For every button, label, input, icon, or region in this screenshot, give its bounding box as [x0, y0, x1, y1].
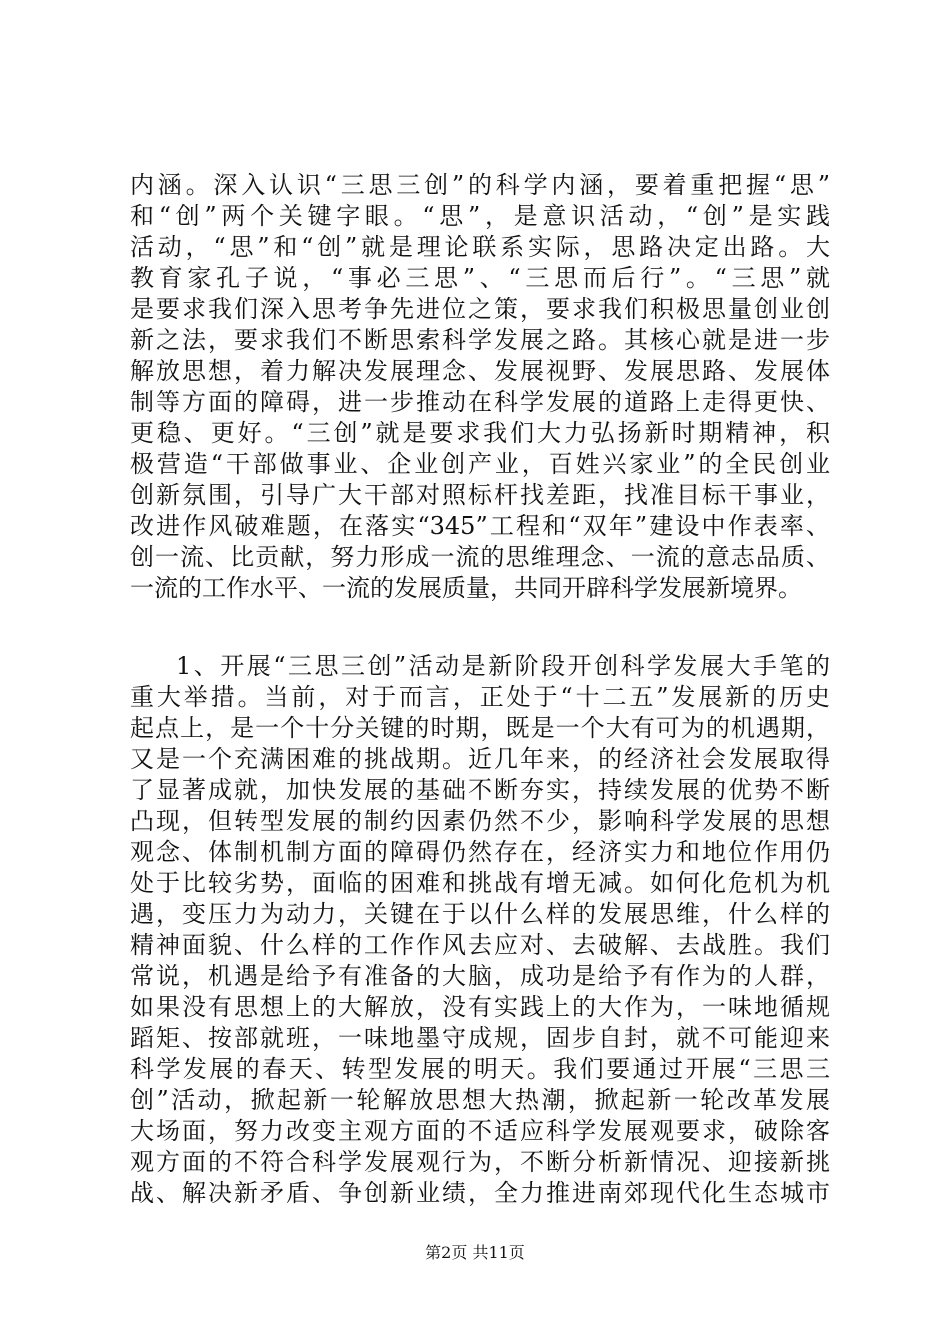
text-line: 教育家孔子说，“事必三思”、“三思而后行”。“三思”就 [130, 264, 830, 292]
text-line: 起点上，是一个十分关键的时期，既是一个大有可为的机遇期， [130, 714, 830, 742]
text-line: 极营造“干部做事业、企业创产业，百姓兴家业”的全民创业 [130, 450, 830, 478]
text-line: 了显著成就，加快发展的基础不断夯实，持续发展的优势不断 [130, 776, 830, 804]
text-line: 解放思想，着力解决发展理念、发展视野、发展思路、发展体 [130, 357, 830, 385]
text-line: 遇，变压力为动力，关键在于以什么样的发展思维，什么样的 [130, 900, 830, 928]
text-line: 新之法，要求我们不断思索科学发展之路。其核心就是进一步 [130, 326, 830, 354]
text-line: 重大举措。当前，对于而言，正处于“十二五”发展新的历史 [130, 683, 830, 711]
text-line: 制等方面的障碍，进一步推动在科学发展的道路上走得更快、 [130, 388, 830, 416]
text-line: 大场面，努力改变主观方面的不适应科学发展观要求，破除客 [130, 1117, 830, 1145]
text-line: 又是一个充满困难的挑战期。近几年来，的经济社会发展取得 [130, 745, 830, 773]
paragraph-spacer [130, 604, 830, 651]
text-line: 观念、体制机制方面的障碍仍然存在，经济实力和地位作用仍 [130, 838, 830, 866]
text-line: 凸现，但转型发展的制约因素仍然不少，影响科学发展的思想 [130, 807, 830, 835]
text-line: 更稳、更好。“三创”就是要求我们大力弘扬新时期精神，积 [130, 419, 830, 447]
text-line: 蹈矩、按部就班，一味地墨守成规，固步自封，就不可能迎来 [130, 1024, 830, 1052]
paragraph-1 [130, 170, 830, 604]
text-line: 常说，机遇是给予有准备的大脑，成功是给予有作为的人群， [130, 962, 830, 990]
text-line: 战、解决新矛盾、争创新业绩，全力推进南郊现代化生态城市 [130, 1179, 830, 1207]
paragraph-2 [130, 651, 830, 1209]
text-line: 科学发展的春天、转型发展的明天。我们要通过开展“三思三 [130, 1055, 830, 1083]
page-number-footer: 第2页 共11页 [425, 1243, 525, 1262]
text-line: 是要求我们深入思考争先进位之策，要求我们积极思量创业创 [130, 295, 830, 323]
text-line: 创”活动，掀起新一轮解放思想大热潮，掀起新一轮改革发展 [130, 1086, 830, 1114]
text-line: 处于比较劣势，面临的困难和挑战有增无减。如何化危机为机 [130, 869, 830, 897]
text-line: 改进作风破难题，在落实“345”工程和“双年”建设中作表率、 [130, 512, 830, 540]
text-line: 如果没有思想上的大解放，没有实践上的大作为，一味地循规 [130, 993, 830, 1021]
document-body [130, 170, 830, 1209]
text-line: 和“创”两个关键字眼。“思”，是意识活动，“创”是实践 [130, 202, 830, 230]
text-line: 活动，“思”和“创”就是理论联系实际，思路决定出路。大 [130, 233, 830, 261]
text-line: 创一流、比贡献，努力形成一流的思维理念、一流的意志品质、 [130, 543, 830, 571]
text-line: 一流的工作水平、一流的发展质量，共同开辟科学发展新境界。 [130, 574, 802, 602]
text-line: 观方面的不符合科学发展观行为，不断分析新情况、迎接新挑 [130, 1148, 830, 1176]
text-line: 精神面貌、什么样的工作作风去应对、去破解、去战胜。我们 [130, 931, 830, 959]
text-line: 创新氛围，引导广大干部对照标杆找差距，找准目标干事业， [130, 481, 830, 509]
text-line: 内涵。深入认识“三思三创”的科学内涵，要着重把握“思” [130, 171, 830, 199]
text-line: 1、开展“三思三创”活动是新阶段开创科学发展大手笔的 [176, 652, 830, 680]
